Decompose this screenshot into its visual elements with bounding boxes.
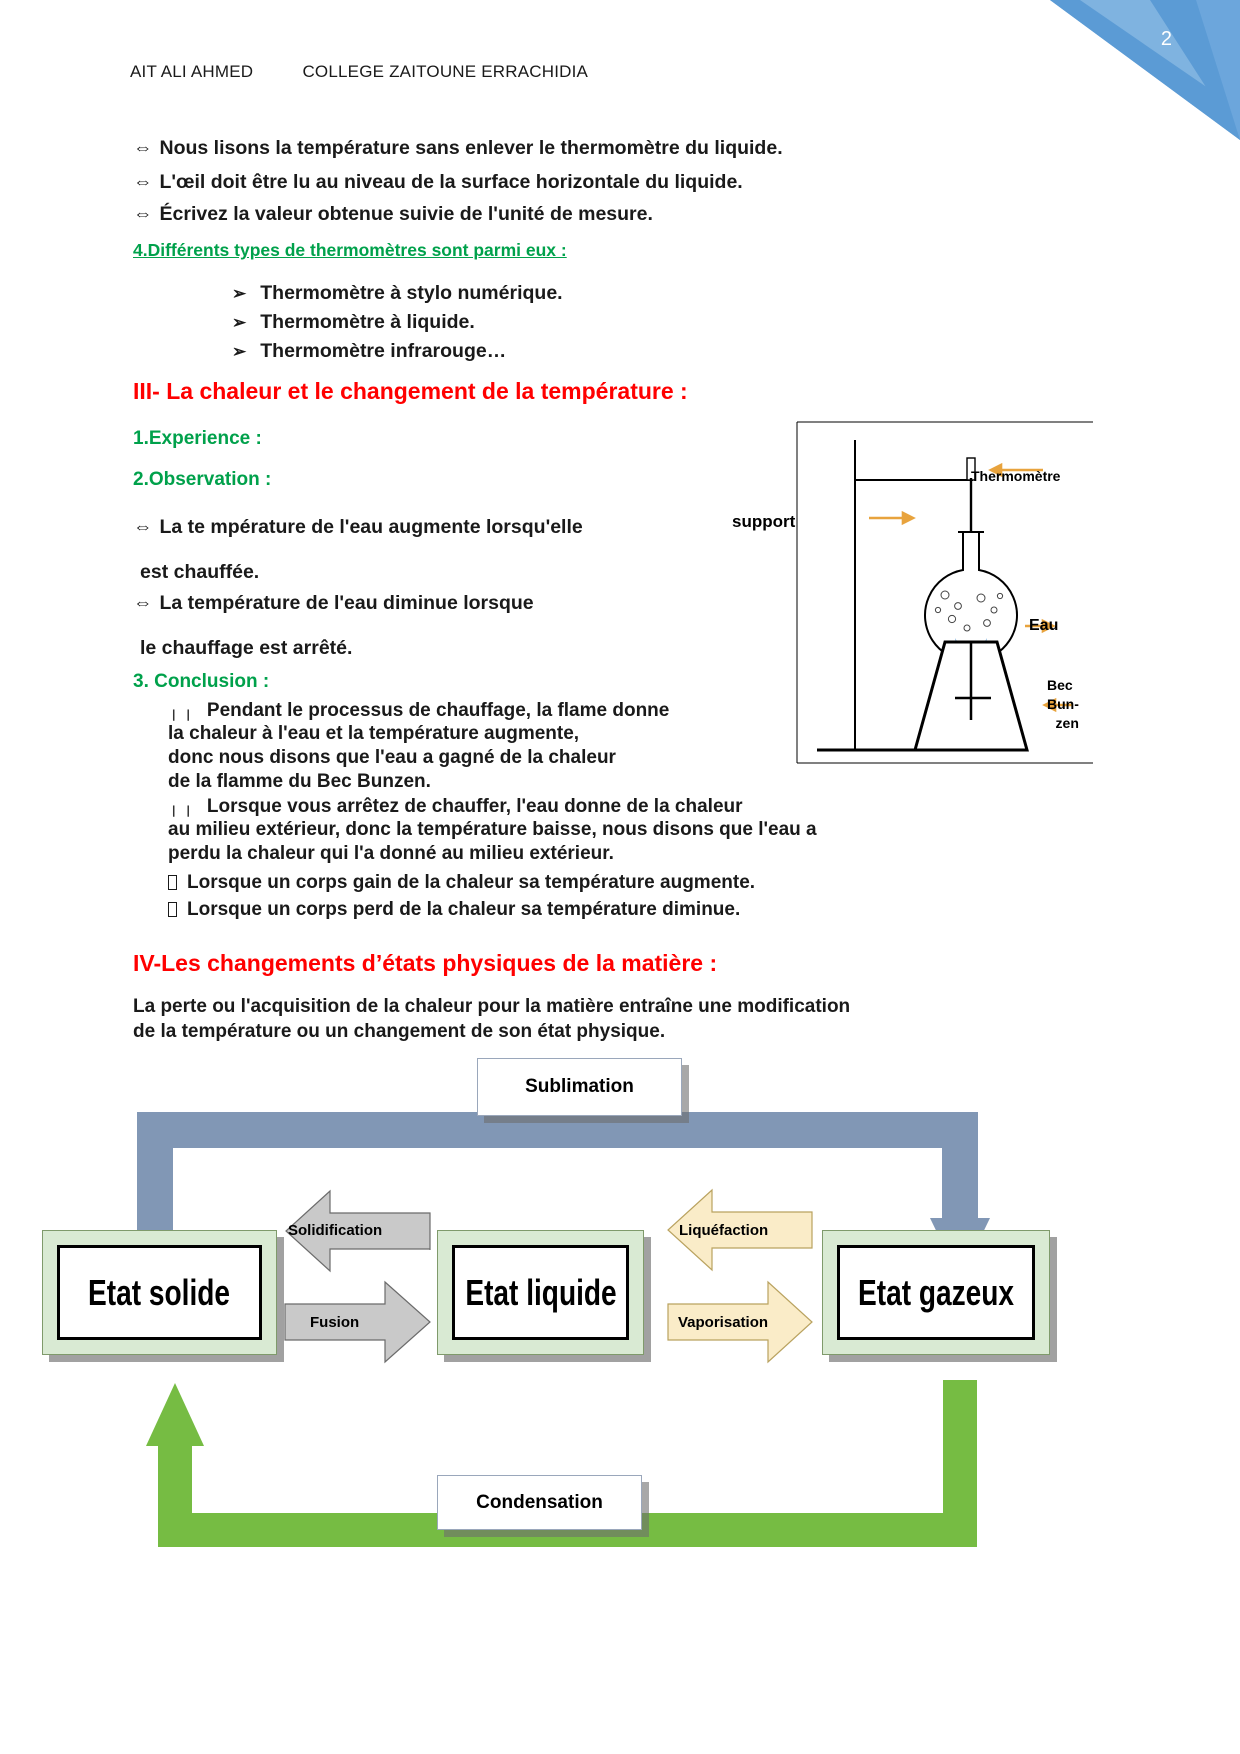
sublimation-box — [477, 1058, 682, 1116]
conclusion-bullet-1-text: Lorsque un corps gain de la chaleur sa température augmente. — [187, 872, 756, 893]
chevron-right-icon: ➢ — [232, 284, 247, 303]
reading-rule-3-text: Écrivez la valeur obtenue suivie de l'unité de mesure. — [159, 203, 653, 225]
reading-rule-2 — [133, 167, 743, 198]
thermometer-type-2-label: Thermomètre à liquide. — [260, 311, 475, 333]
thermometer-type-item-2 — [232, 311, 475, 334]
states-of-matter-diagram — [0, 1050, 1240, 1754]
solidification-label: Solidification — [288, 1222, 383, 1239]
support-label: support — [732, 512, 796, 531]
double-arrow-icon: ⇔ — [133, 516, 153, 538]
thermometer-types-heading: 4.Différents types de thermomètres sont parmi eux : — [133, 240, 567, 260]
reading-rule-1-after: du liquide. — [679, 137, 783, 159]
state-gas-label: Etat gazeux — [857, 1271, 1015, 1313]
sublimation-label: Sublimation — [525, 1076, 634, 1097]
conclusion-p1-text1: Pendant le processus de chauffage, la flame donne — [206, 700, 670, 721]
chevron-right-icon: ➢ — [232, 313, 247, 332]
conclusion-p2-line2: au milieu extérieur, donc la température baisse, nous disons que l'eau a — [168, 819, 817, 840]
liquefaction-label: Liquéfaction — [679, 1222, 769, 1239]
vaporisation-label: Vaporisation — [678, 1314, 769, 1331]
conclusion-bullet-2-text: Lorsque un corps perd de la chaleur sa température diminue. — [187, 899, 741, 920]
state-box-solid-inner — [57, 1245, 262, 1340]
missing-glyph-bullet-icon: ╷╷ — [168, 700, 197, 721]
experience-label: 1.Experience : — [133, 428, 262, 449]
conclusion-p2-line1 — [168, 795, 743, 818]
observation-1-line1 — [133, 512, 583, 543]
chevron-right-icon: ➢ — [232, 342, 247, 361]
conclusion-label: 3. Conclusion : — [133, 671, 270, 692]
section-iv-paragraph-line2: de la température ou un changement de son état physique. — [133, 1021, 666, 1042]
document-header: AIT ALI AHMED COLLEGE ZAITOUNE ERRACHIDIA — [130, 62, 589, 81]
thermometer-type-1-label: Thermomètre à stylo numérique. — [260, 282, 563, 304]
state-box-solid — [42, 1230, 277, 1355]
burner-label-line-3: zen — [1055, 715, 1079, 731]
thermometer-type-item-1 — [232, 282, 563, 305]
state-liquid-label: Etat liquide — [464, 1271, 617, 1313]
heating-apparatus-figure — [795, 420, 1095, 765]
reading-rule-1-before: Nous lisons la température sans enlever le — [159, 137, 561, 159]
fusion-label: Fusion — [310, 1314, 360, 1331]
double-arrow-icon: ⇔ — [133, 592, 153, 614]
condensation-label: Condensation — [476, 1491, 603, 1513]
state-box-liquid — [437, 1230, 644, 1355]
thermometer-type-item-3 — [232, 340, 506, 363]
thermometer-type-3-label: Thermomètre infrarouge… — [260, 340, 507, 362]
observation-2-text: La température de l'eau diminue lorsque — [159, 592, 534, 614]
conclusion-bullet-1 — [168, 872, 755, 894]
conclusion-p1-line1 — [168, 699, 669, 722]
observation-1-line2: est chauffée. — [140, 561, 260, 583]
section-iv-title: IV-Les changements d’états physiques de la matière : — [133, 950, 718, 976]
observation-2-line2: le chauffage est arrêté. — [140, 637, 353, 659]
state-box-gas-inner — [837, 1245, 1035, 1340]
empty-box-bullet-icon — [168, 875, 177, 890]
reading-rule-2-text: L'œil doit être lu au niveau de la surface horizontale du liquide. — [159, 171, 743, 193]
corner-decoration — [960, 0, 1240, 140]
conclusion-bullet-2 — [168, 899, 740, 921]
burner-label — [1047, 676, 1079, 733]
thermometer-label: Thermomètre — [971, 468, 1061, 484]
double-arrow-icon: ⇔ — [133, 137, 153, 159]
burner-label-line-1: Bec — [1047, 677, 1073, 693]
observation-label: 2.Observation : — [133, 469, 272, 490]
state-box-liquid-inner — [452, 1245, 629, 1340]
conclusion-p2-text1: Lorsque vous arrêtez de chauffer, l'eau donne de la chaleur — [206, 796, 743, 817]
double-arrow-icon: ⇔ — [133, 171, 153, 193]
conclusion-p1-line2: la chaleur à l'eau et la température augmente, — [168, 723, 580, 744]
missing-glyph-bullet-icon: ╷╷ — [168, 796, 197, 817]
state-solid-label: Etat solide — [88, 1271, 231, 1313]
condensation-box — [437, 1475, 642, 1530]
conclusion-p1-line3: donc nous disons que l'eau a gagné de la chaleur — [168, 747, 616, 768]
page-number: 2 — [1160, 28, 1172, 50]
reading-rule-3 — [133, 199, 653, 230]
section-iii-title: III- La chaleur et le changement de la température : — [133, 378, 688, 404]
conclusion-p2-line3: perdu la chaleur qui l'a donné au milieu extérieur. — [168, 843, 614, 864]
reading-rule-1-bold: thermomètre — [560, 137, 680, 159]
conclusion-p1-line4: de la flamme du Bec Bunzen. — [168, 771, 431, 792]
reading-rule-1 — [133, 133, 783, 164]
double-arrow-icon: ⇔ — [133, 203, 153, 225]
state-box-gas — [822, 1230, 1050, 1355]
water-label: Eau — [1029, 617, 1059, 634]
observation-1-text: La te mpérature de l'eau augmente lorsqu'elle — [159, 516, 583, 538]
section-iv-paragraph-line1: La perte ou l'acquisition de la chaleur pour la matière entraîne une modification — [133, 996, 851, 1017]
burner-label-line-2: Bun- — [1047, 696, 1079, 712]
observation-2-line1 — [133, 588, 534, 619]
empty-box-bullet-icon — [168, 902, 177, 917]
